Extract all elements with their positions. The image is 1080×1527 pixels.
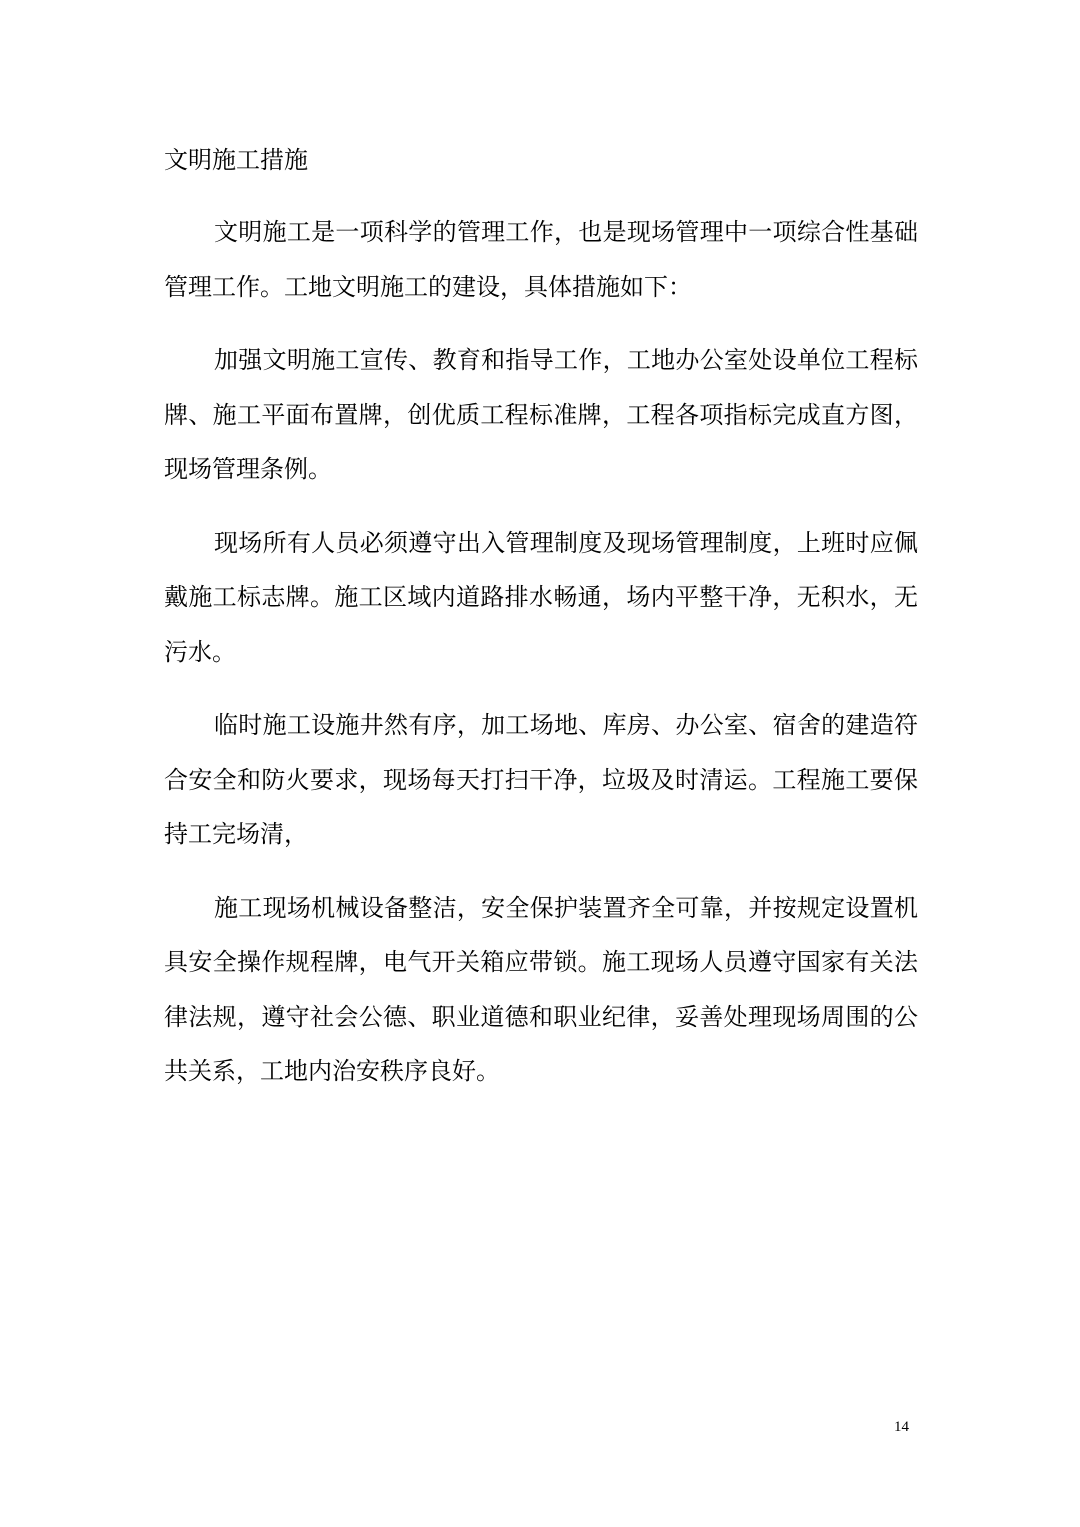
document-body [164, 205, 918, 1118]
paragraph-publicity: 加强文明施工宣传、教育和指导工作，工地办公室处设单位工程标牌、施工平面布置牌，创优质工程标准牌，工程各项指标完成直方图，现场管理条例。 [164, 346, 918, 483]
paragraph-temporary-facilities: 临时施工设施井然有序，加工场地、库房、办公室、宿舍的建造符合安全和防火要求，现场每天打扫干净，垃圾及时清运。工程施工要保持工完场清， [164, 711, 918, 848]
page-number: 14 [894, 1419, 909, 1435]
document-title: 文明施工措施 [164, 146, 308, 174]
paragraph-intro: 文明施工是一项科学的管理工作，也是现场管理中一项综合性基础管理工作。工地文明施工的建设，具体措施如下： [164, 218, 918, 301]
paragraph-personnel: 现场所有人员必须遵守出入管理制度及现场管理制度，上班时应佩戴施工标志牌。施工区域内道路排水畅通，场内平整干净，无积水，无污水。 [164, 528, 918, 666]
paragraph-machinery: 施工现场机械设备整洁，安全保护装置齐全可靠，并按规定设置机具安全操作规程牌，电气开关箱应带锁。施工现场人员遵守国家有关法律法规，遵守社会公德、职业道德和职业纪律，妥善处理现场周围的公共关系，工地内治安秩序良好。 [164, 893, 918, 1085]
